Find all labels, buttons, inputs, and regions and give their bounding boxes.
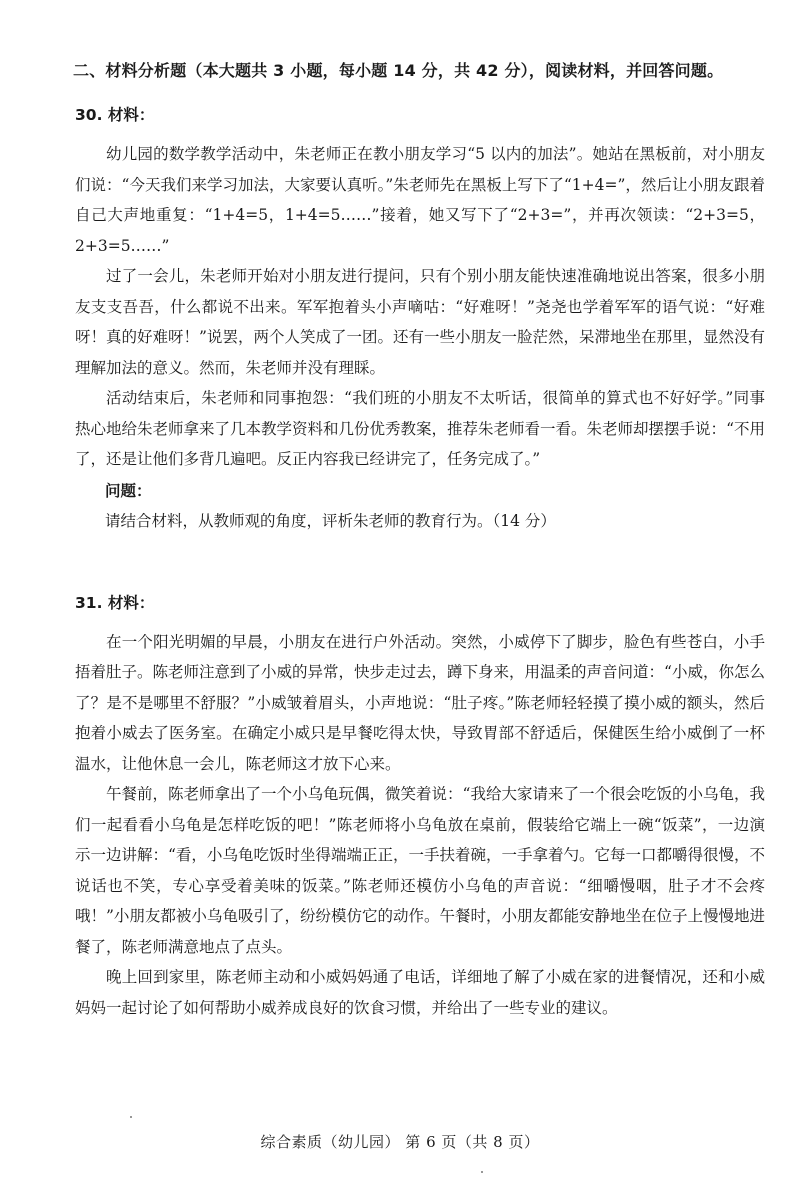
exam-page bbox=[75, 58, 765, 1023]
question-31 bbox=[75, 591, 765, 1024]
q31-paragraph: 晚上回到家里，陈老师主动和小威妈妈通了电话，详细地了解了小威在家的进餐情况，还和小威妈妈一起讨论了如何帮助小威养成良好的饮食习惯，并给出了一些专业的建议。 bbox=[75, 968, 765, 1017]
scan-speck bbox=[130, 1116, 132, 1118]
q30-paragraph: 过了一会儿，朱老师开始对小朋友进行提问，只有个别小朋友能快速准确地说出答案，很多小朋友支支吾吾，什么都说不出来。军军抱着头小声嘀咕：“好难呀！”尧尧也学着军军的语气说：“好难呀！真的好难呀！”说罢，两个人笑成了一团。还有一些小朋友一脸茫然，呆滞地坐在那里，显然没有理解加法的意义。然而，朱老师并没有理睬。 bbox=[75, 267, 765, 377]
section-title: 二、材料分析题（本大题共 3 小题，每小题 14 分，共 42 分），阅读材料，并回答问题。 bbox=[73, 61, 724, 80]
q31-paragraph: 午餐前，陈老师拿出了一个小乌龟玩偶，微笑着说：“我给大家请来了一个很会吃饭的小乌龟，我们一起看看小乌龟是怎样吃饭的吧！”陈老师将小乌龟放在桌前，假装给它端上一碗“饭菜”，一边演示一边讲解：“看，小乌龟吃饭时坐得端端正正，一手扶着碗，一手拿着勺。它每一口都嚼得很慢，不说话也不笑，专心享受着美味的饭菜。”陈老师还模仿小乌龟的声音说：“细嚼慢咽，肚子才不会疼哦！”小朋友都被小乌龟吸引了，纷纷模仿它的动作。午餐时，小朋友都能安静地坐在位子上慢慢地进餐了，陈老师满意地点了点头。 bbox=[75, 785, 765, 956]
q30-paragraph: 幼儿园的数学教学活动中，朱老师正在教小朋友学习“5 以内的加法”。她站在黑板前，对小朋友们说：“今天我们来学习加法，大家要认真听。”朱老师先在黑板上写下了“1+4=”，然后让小朋友跟着自己大声地重复：“1+4=5，1+4=5……”接着，她又写下了“2+3=”，并再次领读：“2+3=5，2+3=5……” bbox=[75, 145, 765, 255]
question-30-prompt: 请结合材料，从教师观的角度，评析朱老师的教育行为。（14 分） bbox=[105, 511, 556, 530]
question-30-heading: 30. 材料： bbox=[75, 106, 155, 124]
question-31-heading: 31. 材料： bbox=[75, 593, 155, 612]
q31-paragraph: 在一个阳光明媚的早晨，小朋友在进行户外活动。突然，小威停下了脚步，脸色有些苍白，小手捂着肚子。陈老师注意到了小威的异常，快步走过去，蹲下身来，用温柔的声音问道：“小威，你怎么了？是不是哪里不舒服？”小威皱着眉头，小声地说：“肚子疼。”陈老师轻轻摸了摸小威的额头，然后抱着小威去了医务室。在确定小威只是早餐吃得太快，导致胃部不舒适后，保健医生给小威倒了一杯温水，让他休息一会儿，陈老师这才放下心来。 bbox=[75, 632, 765, 773]
question-30-label: 问题： bbox=[105, 481, 152, 500]
question-30 bbox=[75, 103, 765, 535]
q30-paragraph: 活动结束后，朱老师和同事抱怨：“我们班的小朋友不太听话，很简单的算式也不好好学。”同事热心地给朱老师拿来了几本教学资料和几份优秀教案，推荐朱老师看一看。朱老师却摆摆手说：“不用了，还是让他们多背几遍吧。反正内容我已经讲完了，任务完成了。” bbox=[75, 389, 765, 468]
page-footer: 综合素质（幼儿园） 第 6 页（共 8 页） bbox=[260, 1133, 540, 1151]
scan-speck bbox=[481, 1171, 483, 1173]
